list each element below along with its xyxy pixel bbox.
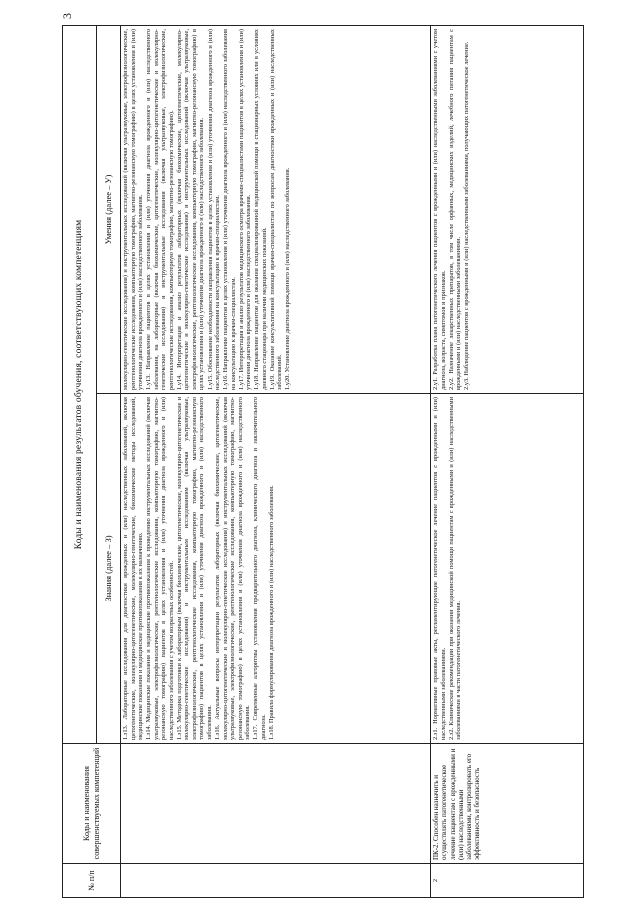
skill-item: 1.у20. Установление диагноза врожденного и (или) наследственного заболевания.	[284, 167, 292, 390]
knowledge-cell	[431, 394, 584, 744]
table-row	[121, 26, 431, 898]
skill-item: 1.у15. Обоснование необходимости направления пациентов в целях установления и (или) уточнения диагноза врожденного и (или) наследственного заболевания на консультацию к врачам-специалистам.	[206, 29, 222, 390]
skill-item: 1.у18. Направление пациентов для оказания специализированной медицинской помощи в стационарных условиях или в условиях дневного стационара при наличии медицинских показаний.	[253, 29, 268, 390]
skill-item: 1.у14. Интерпретация и анализ результатов лабораторных (включая биохимические, цитогенетические, молекулярно-цитогенетические и молекулярно-генетические исследования) и инструментальных исследований (включая ультразвуковые, электрофизиологические, рентгенологические исследования, компьютерную томографию, магнитно-резонансную томографию) в целях установления и (или) уточнения диагноза врожденного и (или) наследственного заболевания.	[175, 29, 206, 390]
page-number: 3	[60, 13, 74, 19]
knowledge-item: 2.з2. Клинические рекомендации при оказании медицинской помощи пациентам с врожденными и (или) наследственными заболеваниями в части патогенетического лечения.	[447, 397, 463, 740]
table-row	[431, 26, 584, 898]
skill-item: 2.у3. Наблюдение пациентов с врожденными и (или) наследственными заболеваниями, получающих патогенетическое лечение.	[463, 41, 471, 390]
knowledge-item: 1.з13. Лабораторные исследования для диагностики врожденных и (или) наследственных заболеваний, включая цитогенетические, молекулярно-цитогенетические, молекулярно-генетические, биохимические методы исследований, медицинские показания и медицинские противопоказания к их назначению.	[122, 397, 145, 740]
header-skills: Умения (далее – У)	[97, 26, 121, 394]
skill-item: 1.у19. Оказание консультативной помощи врачам-специалистам по вопросам диагностики врожденных и (или) наследственных заболеваний.	[268, 29, 284, 390]
skill-item: 2.у1. Разработка плана патогенетического лечения пациентов с врожденными и (или) наследственными заболеваниями с учетом диагноза, возраста, симптомов и признаков.	[432, 29, 447, 390]
knowledge-cell	[121, 394, 431, 744]
skill-item: 1.у17. Интерпретация и анализ результатов медицинского осмотра врачами-специалистами пациентов в целях установления и (или) уточнения диагноза врожденного и (или) наследственного заболевания.	[237, 29, 253, 390]
competence-table	[62, 25, 584, 898]
skill-item: 1.у16. Направление пациентов в целях установления и (или) уточнения диагноза врожденного и (или) наследственного заболевания на консультацию к врачам-специалистам.	[222, 29, 237, 390]
skills-cell	[121, 26, 431, 394]
row-competence	[121, 744, 431, 864]
skill-item: молекулярно-генетические исследования) и инструментальных исследований (включая ультразвуковые, электрофизиологические, рентгенологические исследования, компьютерную томографию, магнитно-резонансную томографию) в целях установления и (или) уточнения диагноза врожденного и (или) наследственного заболевания.	[122, 29, 145, 390]
knowledge-item: 1.з15. Методика подготовки к лабораторным (включая биохимические, цитогенетические, молекулярно-цитогенетические и молекулярно-генетические исследования) и инструментальным исследованиям (включая ультразвуковые, электрофизиологические, рентгенологические исследования, компьютерную томографию, магнитно-резонансную томографию) пациентов в целях установления и (или) уточнения диагноза врожденного и (или) наследственного заболевания.	[175, 397, 214, 740]
knowledge-item: 1.з17. Современные алгоритмы установления предварительного диагноза, клинического диагноза и заключительного диагноза.	[252, 397, 267, 740]
header-competence: Коды и наименования совершенствуемых компетенций	[63, 744, 121, 864]
knowledge-item: 1.з14. Медицинские показания и медицинские противопоказания к проведению инструментальных исследований (включая ультразвуковые, электрофизиологические, рентгенологические исследования, компьютерную томографию, магнитно-резонансную томографию) пациентов в целях установления и (или) уточнения диагноза врожденного и (или) наследственного заболевания с учетом возрастных особенностей.	[145, 397, 175, 740]
knowledge-item: 1.з16. Актуальные вопросы интерпретации результатов лабораторных (включая биохимические, цитогенетические, молекулярно-цитогенетические и молекулярно-генетические исследования) и инструментальных исследований (включая ультразвуковые, электрофизиологические, рентгенологические исследования, компьютерную томографию, магнитно-резонансную томографию) в целях установления и (или) уточнения диагноза врожденного и (или) наследственного заболевания.	[214, 397, 252, 740]
row-number	[121, 864, 431, 898]
skill-item: 1.у13. Направление пациентов в целях установления и (или) уточнения диагноза врожденного и (или) наследственного заболевания, на лабораторные (включая биохимические, цитогенетические, молекулярно-цитогенетические и молекулярно-генетические исследования) и инструментальные исследования (включая ультразвуковые, электрофизиологические, рентгенологические исследования, компьютерную томографию, магнитно-резонансную томографию).	[145, 29, 175, 390]
header-results: Коды и наименования результатов обучения, соответствующих компетенциям	[63, 26, 97, 744]
header-knowledge: Знания (далее – З)	[97, 394, 121, 744]
header-number: № п/п	[63, 864, 121, 898]
row-number: 2	[431, 864, 584, 898]
competence-table-rotated	[62, 26, 584, 898]
skills-cell	[431, 26, 584, 394]
row-competence: ПК-2. Способен назначить и осуществлять патогенетическое лечение пациентам с врожденными и (или) наследственными заболеваниями, контролировать его эффективность и безопасность	[431, 744, 584, 864]
skill-item: 2.у2. Назначение лекарственных препаратов, в том числе орфанных, медицинских изделий, лечебного питания пациентам с врожденными и (или) наследственными заболеваниями.	[447, 29, 463, 390]
knowledge-item: 1.з18. Правила формулирования диагноза врожденного и (или) наследственного заболевания.	[267, 485, 275, 740]
knowledge-item: 2.з1. Нормативные правовые акты, регламентирующие патогенетическое лечение пациентов с врожденными и (или) наследственными заболеваниями.	[432, 397, 447, 740]
